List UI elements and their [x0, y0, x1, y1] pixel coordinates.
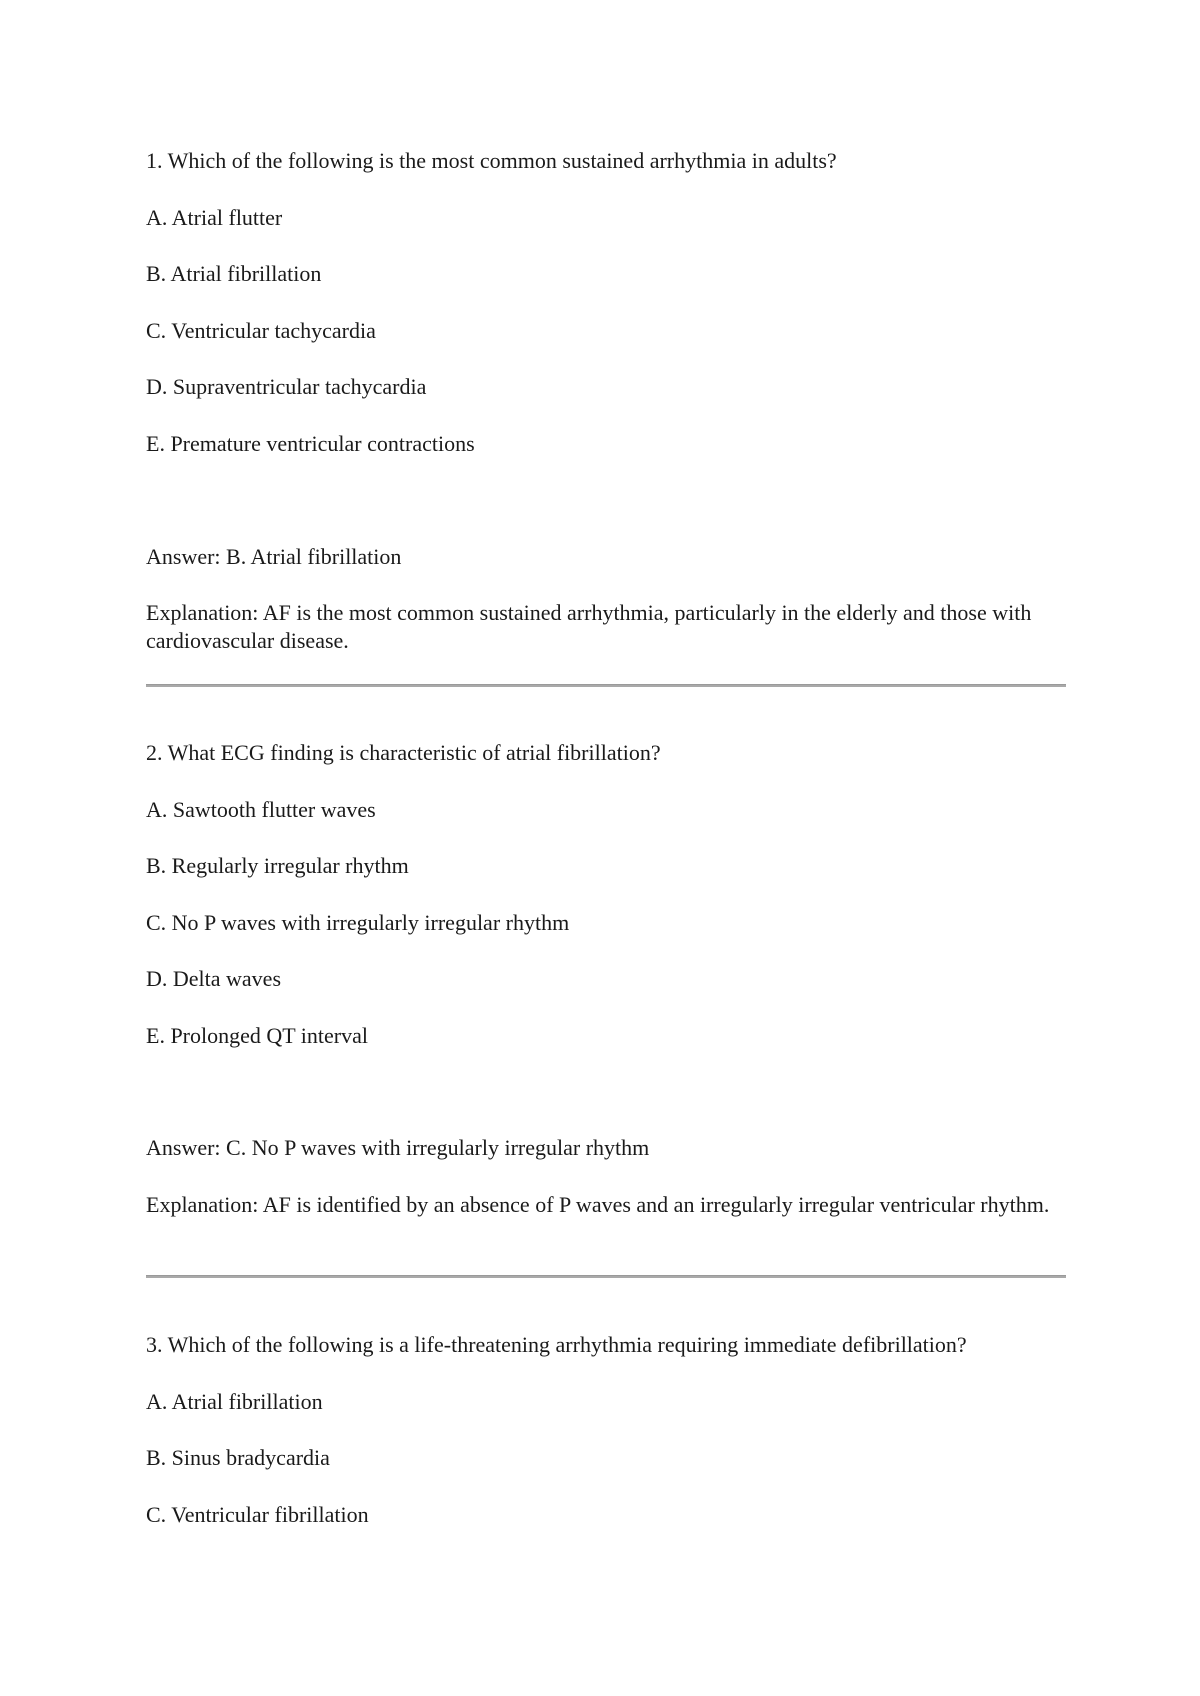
question-2-option-a: A. Sawtooth flutter waves: [146, 797, 376, 822]
section-divider: [146, 1275, 1066, 1278]
question-3-option-c: C. Ventricular fibrillation: [146, 1502, 369, 1527]
question-1-explanation: Explanation: AF is the most common sustained arrhythmia, particularly in the elderly and those with cardiovascular disease.: [146, 600, 1032, 653]
question-3-text: 3. Which of the following is a life-threatening arrhythmia requiring immediate defibrillation?: [146, 1332, 967, 1357]
question-3-option-b: B. Sinus bradycardia: [146, 1445, 330, 1470]
question-2-option-c: C. No P waves with irregularly irregular rhythm: [146, 910, 570, 935]
question-2-option-e: E. Prolonged QT interval: [146, 1023, 368, 1048]
question-1-text: 1. Which of the following is the most common sustained arrhythmia in adults?: [146, 148, 837, 173]
question-2-option-b: B. Regularly irregular rhythm: [146, 853, 409, 878]
question-1-option-d: D. Supraventricular tachycardia: [146, 374, 427, 399]
question-1-answer: Answer: B. Atrial fibrillation: [146, 544, 402, 569]
question-2-text: 2. What ECG finding is characteristic of atrial fibrillation?: [146, 740, 661, 765]
question-1-option-b: B. Atrial fibrillation: [146, 261, 322, 286]
question-1-option-a: A. Atrial flutter: [146, 205, 283, 230]
question-1-option-e: E. Premature ventricular contractions: [146, 431, 475, 456]
question-3-option-a: A. Atrial fibrillation: [146, 1389, 323, 1414]
question-1-option-c: C. Ventricular tachycardia: [146, 318, 376, 343]
question-2-answer: Answer: C. No P waves with irregularly irregular rhythm: [146, 1135, 650, 1160]
section-divider: [146, 684, 1066, 687]
question-2-explanation: Explanation: AF is identified by an absence of P waves and an irregularly irregular ventricular rhythm.: [146, 1192, 1050, 1217]
question-2-option-d: D. Delta waves: [146, 966, 282, 991]
